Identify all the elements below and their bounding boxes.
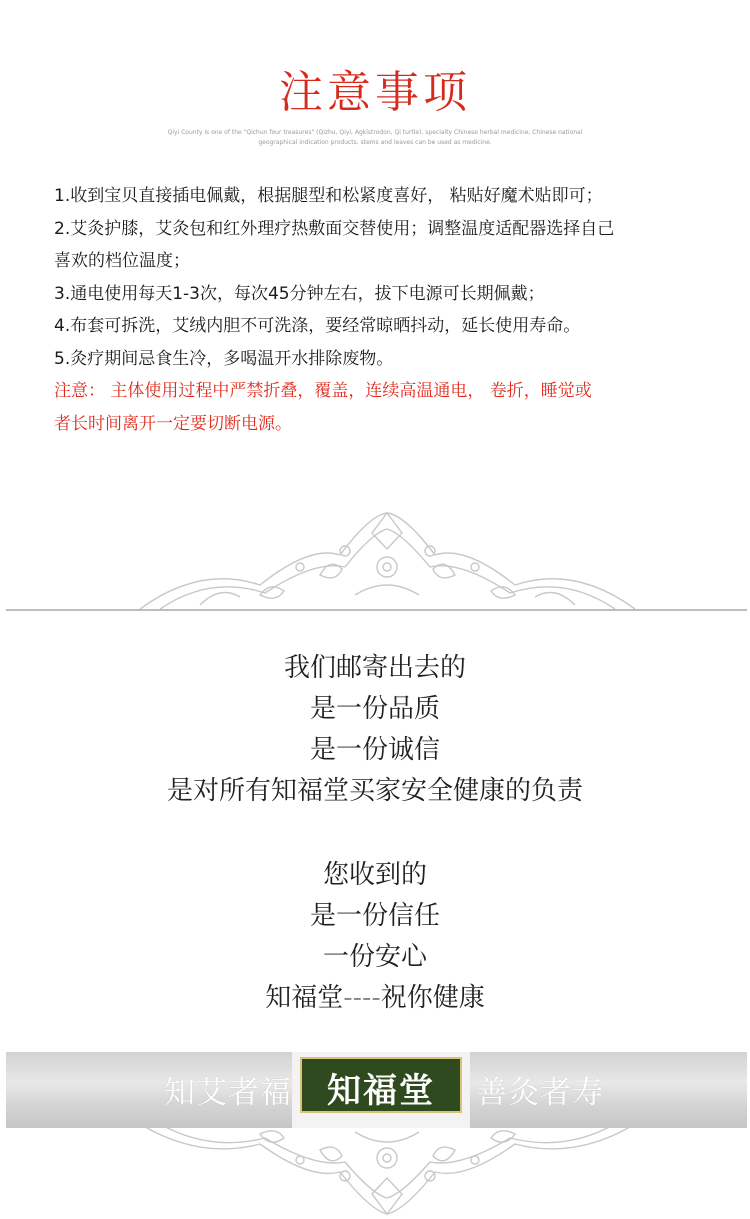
brand-banner bbox=[6, 1052, 747, 1128]
page-title: 注意事项 bbox=[279, 67, 471, 118]
notice-item: 2.艾灸护膝，艾灸包和红外理疗热敷面交替使用；调整温度适配器选择自己 bbox=[54, 218, 615, 239]
notice-item: 1.收到宝贝直接插电佩戴，根据腿型和松紧度喜好， 粘贴好魔术贴即可； bbox=[54, 186, 603, 206]
notice-item: 喜欢的档位温度； bbox=[54, 251, 190, 271]
logo-text: 知福堂 bbox=[327, 1071, 435, 1111]
section-divider bbox=[6, 609, 747, 611]
message-block bbox=[0, 855, 750, 1019]
brand-logo bbox=[292, 1052, 470, 1128]
message-line: 一份安心 bbox=[322, 942, 427, 972]
slogan-right: 善灸者寿 bbox=[476, 1075, 604, 1111]
ornament-pattern-bottom bbox=[140, 1120, 635, 1219]
message-line: 知福堂----祝你健康 bbox=[265, 983, 485, 1013]
ornament-pattern-top bbox=[140, 505, 635, 611]
message-block bbox=[0, 648, 750, 812]
logo-plate bbox=[300, 1057, 462, 1113]
message-line: 是一份品质 bbox=[309, 694, 440, 724]
warning-line: 者长时间离开一定要切断电源。 bbox=[54, 413, 292, 434]
message-line: 是一份信任 bbox=[309, 901, 440, 931]
page-subtitle: Qiyi County is one of the "Qichun four treasures" (Qizhu, Qiyi, Agkistrodon, Qi turtle), specialty Chinese herbal medicine, Chinese national geographical indication products, stems and leaves can be used as medicine. bbox=[167, 129, 583, 146]
notice-item: 4.布套可拆洗，艾绒内胆不可洗涤，要经常晾晒抖动，延长使用寿命。 bbox=[54, 316, 581, 336]
notice-item: 3.通电使用每天1-3次，每次45分钟左右，拔下电源可长期佩戴； bbox=[54, 283, 545, 304]
message-line: 是一份诚信 bbox=[309, 735, 440, 765]
message-line: 您收到的 bbox=[322, 860, 427, 890]
notice-list bbox=[54, 180, 694, 440]
warning-line: 注意： 主体使用过程中严禁折叠，覆盖，连续高温通电， 卷折，睡觉或 bbox=[54, 381, 592, 401]
notice-item: 5.灸疗期间忌食生冷，多喝温开水排除废物。 bbox=[54, 348, 394, 369]
message-line: 是对所有知福堂买家安全健康的负责 bbox=[166, 776, 583, 806]
message-line: 我们邮寄出去的 bbox=[283, 653, 466, 683]
slogan-left: 知艾者福 bbox=[164, 1075, 292, 1111]
